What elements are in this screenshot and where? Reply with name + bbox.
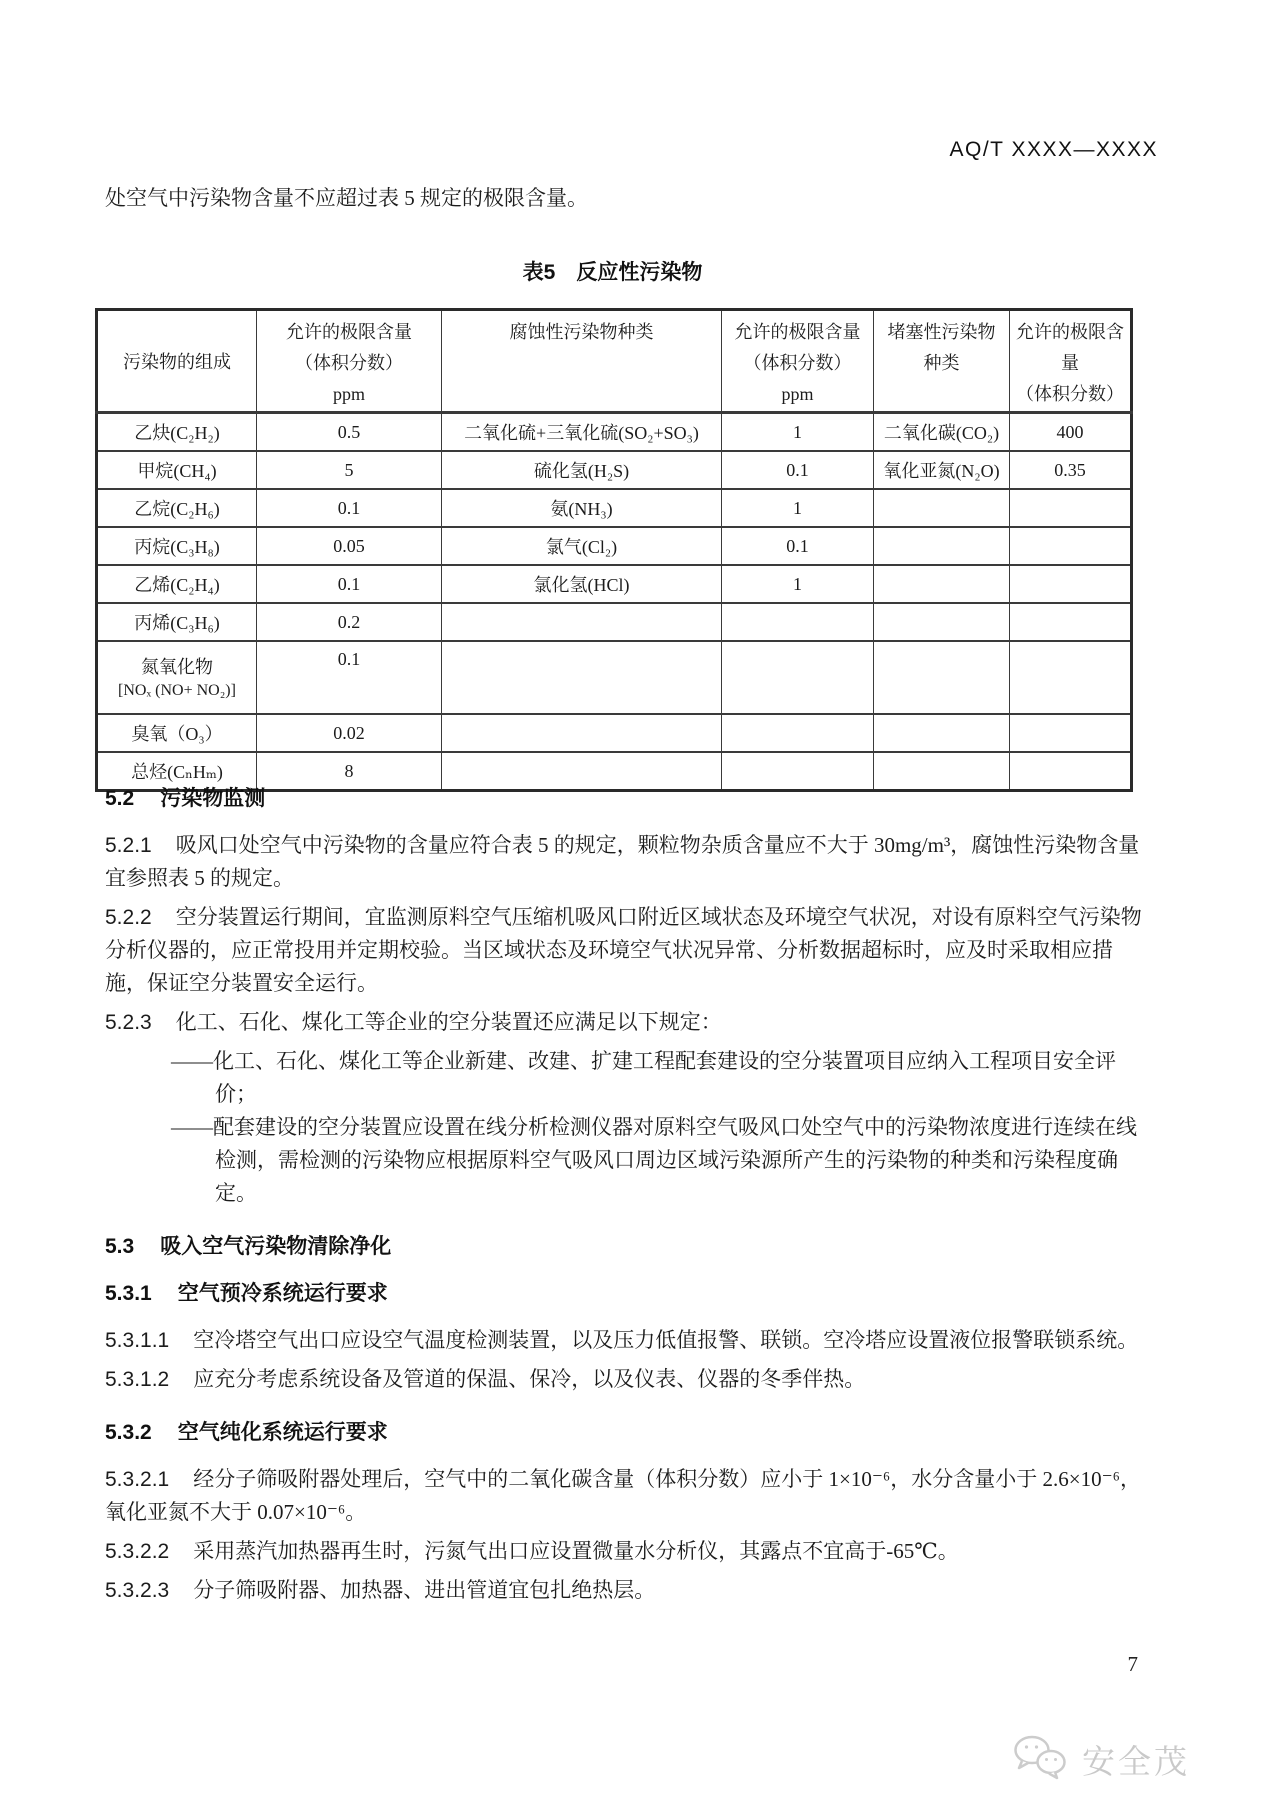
- cell-clogging-limit: 0.35: [1010, 451, 1132, 489]
- cell-limit: 0.1: [257, 565, 442, 603]
- cell-corrosive: 氯化氢(HCl): [442, 565, 722, 603]
- cell-composition: 丙烷(C₃H₈): [97, 527, 257, 565]
- table5-reactive-pollutants: [95, 308, 1133, 792]
- cell-clogging-limit: [1010, 714, 1132, 752]
- cell-clogging-limit: [1010, 565, 1132, 603]
- col-header-limit-2: [722, 310, 874, 413]
- section-heading-5-3-1: [105, 1277, 1152, 1310]
- cell-clogging: [874, 603, 1010, 641]
- page-number: 7: [1127, 1652, 1138, 1676]
- cell-clogging: [874, 489, 1010, 527]
- cell-corrosive-limit: [722, 641, 874, 714]
- clause-5-3-1-1: [105, 1324, 1152, 1357]
- section-title: 空气纯化系统运行要求: [177, 1421, 388, 1444]
- limit-header-line2: （体积分数）: [295, 353, 403, 373]
- cell-clogging: [874, 641, 1010, 714]
- table-row: [97, 641, 1132, 714]
- cell-limit: 5: [257, 451, 442, 489]
- cell-corrosive: [442, 603, 722, 641]
- cell-limit: 0.5: [257, 413, 442, 452]
- cell-corrosive-limit: [722, 603, 874, 641]
- cell-corrosive-limit: 1: [722, 413, 874, 452]
- cell-corrosive-limit: [722, 714, 874, 752]
- cell-limit: 0.05: [257, 527, 442, 565]
- section-heading-5-3-2: [105, 1416, 1152, 1449]
- cell-limit: 0.2: [257, 603, 442, 641]
- cell-corrosive: 氯气(Cl₂): [442, 527, 722, 565]
- section-number: 5.3: [105, 1235, 135, 1258]
- clause-text: 化工、石化、煤化工等企业的空分装置还应满足以下规定：: [175, 1010, 722, 1034]
- cell-corrosive: 硫化氢(H₂S): [442, 451, 722, 489]
- limit-header-line3: ppm: [781, 384, 814, 404]
- clogging-header-line2: 种类: [923, 353, 960, 373]
- table-row: [97, 565, 1132, 603]
- table-row: [97, 451, 1132, 489]
- table-header-row: [97, 310, 1132, 413]
- section-number: 5.2: [105, 787, 135, 810]
- cell-clogging: [874, 714, 1010, 752]
- clause-number: 5.2.3: [105, 1011, 152, 1034]
- nox-name-line2: [NOₓ (NO+ NO₂)]: [118, 681, 236, 699]
- cell-corrosive-limit: 1: [722, 489, 874, 527]
- clause-text: 应充分考虑系统设备及管道的保温、保冷，以及仪表、仪器的冬季伴热。: [193, 1367, 866, 1391]
- clause-number: 5.3.2.2: [105, 1540, 170, 1563]
- col-header-composition-label: 污染物的组成: [123, 352, 231, 372]
- clause-text: 采用蒸汽加热器再生时，污氮气出口应设置微量水分析仪，其露点不宜高于-65℃。: [193, 1539, 959, 1563]
- section-heading-5-2: [105, 782, 1152, 815]
- cell-composition: 乙炔(C₂H₂): [97, 413, 257, 452]
- cell-limit: 0.1: [257, 489, 442, 527]
- clause-5-2-3: [105, 1006, 1152, 1039]
- cell-limit: 0.02: [257, 714, 442, 752]
- section-title: 吸入空气污染物清除净化: [160, 1235, 392, 1258]
- clause-5-3-2-2: [105, 1535, 1152, 1568]
- cell-clogging: [874, 527, 1010, 565]
- cell-composition: 乙烷(C₂H₆): [97, 489, 257, 527]
- cell-corrosive-limit: 1: [722, 565, 874, 603]
- cell-clogging: [874, 565, 1010, 603]
- limit-header-line3: ppm: [332, 384, 365, 404]
- clause-5-3-2-3: [105, 1574, 1152, 1607]
- cell-corrosive: [442, 641, 722, 714]
- cell-composition: 丙烯(C₃H₆): [97, 603, 257, 641]
- limit-header-line2: （体积分数）: [1016, 384, 1124, 404]
- table-row: [97, 603, 1132, 641]
- clause-number: 5.3.2.1: [105, 1468, 170, 1491]
- section-title: 空气预冷系统运行要求: [177, 1282, 388, 1305]
- cell-composition: 总烃(CₙHₘ): [97, 752, 257, 791]
- clause-number: 5.3.1.1: [105, 1329, 170, 1352]
- intro-paragraph: 处空气中污染物含量不应超过表 5 规定的极限含量。: [105, 186, 588, 210]
- clause-5-2-2: [105, 901, 1152, 1000]
- table5-title: 表5 反应性污染物: [522, 261, 703, 284]
- cell-composition: 乙烯(C₂H₄): [97, 565, 257, 603]
- cell-corrosive: 二氧化硫+三氧化硫(SO₂+SO₃): [442, 413, 722, 452]
- cell-clogging: 二氧化碳(CO₂): [874, 413, 1010, 452]
- watermark-text: 安全茂: [1082, 1743, 1190, 1780]
- col-header-limit-3: [1010, 310, 1132, 413]
- clause-number: 5.2.1: [105, 834, 152, 857]
- clause-text: 空分装置运行期间，宜监测原料空气压缩机吸风口附近区域状态及环境空气状况，对设有原料空气污染物分析仪器的，应正常投用并定期校验。当区域状态及环境空气状况异常、分析数据超标时，应及时采取相应措施，保证空分装置安全运行。: [105, 905, 1142, 995]
- cell-clogging-limit: [1010, 527, 1132, 565]
- limit-header-line1: 允许的极限含量: [286, 322, 412, 342]
- body-text: [105, 782, 1152, 1607]
- col-header-limit-1: [257, 310, 442, 413]
- section-number: 5.3.1: [105, 1282, 152, 1305]
- watermark: [1010, 1734, 1190, 1785]
- section-heading-5-3: [105, 1230, 1152, 1263]
- table-row: [97, 413, 1132, 452]
- col-header-corrosive: [442, 310, 722, 413]
- col-header-clogging: [874, 310, 1010, 413]
- limit-header-line1: 允许的极限含量: [1016, 322, 1124, 373]
- table-row: [97, 714, 1132, 752]
- clause-text: 吸风口处空气中污染物的含量应符合表 5 的规定，颗粒物杂质含量应不大于 30mg/m³，腐蚀性污染物含量宜参照表 5 的规定。: [105, 833, 1140, 890]
- clause-number: 5.2.2: [105, 906, 152, 929]
- clause-number: 5.3.2.3: [105, 1579, 170, 1602]
- cell-limit: 8: [257, 752, 442, 791]
- dash-item: ——化工、石化、煤化工等企业新建、改建、扩建工程配套建设的空分装置项目应纳入工程项目安全评价；: [171, 1049, 1116, 1106]
- clause-text: 经分子筛吸附器处理后，空气中的二氧化碳含量（体积分数）应小于 1×10⁻⁶，水分含量小于 2.6×10⁻⁶，氧化亚氮不大于 0.07×10⁻⁶。: [105, 1467, 1141, 1524]
- col-header-corrosive-label: 腐蚀性污染物种类: [509, 322, 654, 342]
- cell-clogging-limit: [1010, 489, 1132, 527]
- limit-header-line1: 允许的极限含量: [734, 322, 861, 342]
- cell-composition: 臭氧（O₃）: [97, 714, 257, 752]
- cell-corrosive: 氨(NH₃): [442, 489, 722, 527]
- cell-composition: [97, 641, 257, 714]
- clause-number: 5.3.1.2: [105, 1368, 170, 1391]
- table-row: [97, 489, 1132, 527]
- clause-5-3-1-2: [105, 1363, 1152, 1396]
- cell-corrosive: [442, 714, 722, 752]
- section-title: 污染物监测: [160, 787, 266, 810]
- cell-corrosive-limit: 0.1: [722, 451, 874, 489]
- table-row: [97, 527, 1132, 565]
- limit-header-line2: （体积分数）: [743, 353, 852, 373]
- clause-text: 空冷塔空气出口应设空气温度检测装置，以及压力低值报警、联锁。空冷塔应设置液位报警联锁系统。: [193, 1328, 1139, 1352]
- cell-composition: 甲烷(CH₄): [97, 451, 257, 489]
- cell-clogging: 氧化亚氮(N₂O): [874, 451, 1010, 489]
- cell-corrosive-limit: 0.1: [722, 527, 874, 565]
- doc-number: AQ/T XXXX—XXXX: [949, 138, 1158, 161]
- clause-text: 分子筛吸附器、加热器、进出管道宜包扎绝热层。: [193, 1578, 656, 1602]
- dash-item: ——配套建设的空分装置应设置在线分析检测仪器对原料空气吸风口处空气中的污染物浓度进行连续在线检测，需检测的污染物应根据原料空气吸风口周边区域污染源所产生的污染物的种类和污染程度确定。: [171, 1115, 1137, 1205]
- clause-5-3-2-1: [105, 1463, 1152, 1529]
- clogging-header-line1: 堵塞性污染物: [887, 322, 996, 342]
- cell-clogging-limit: [1010, 603, 1132, 641]
- section-number: 5.3.2: [105, 1421, 152, 1444]
- cell-clogging-limit: 400: [1010, 413, 1132, 452]
- wechat-chat-bubbles-icon: [1010, 1734, 1072, 1785]
- clause-5-2-1: [105, 829, 1152, 895]
- cell-clogging-limit: [1010, 641, 1132, 714]
- cell-limit: 0.1: [257, 641, 442, 714]
- col-header-composition: [97, 310, 257, 413]
- nox-name-line1: 氮氧化物: [141, 656, 213, 677]
